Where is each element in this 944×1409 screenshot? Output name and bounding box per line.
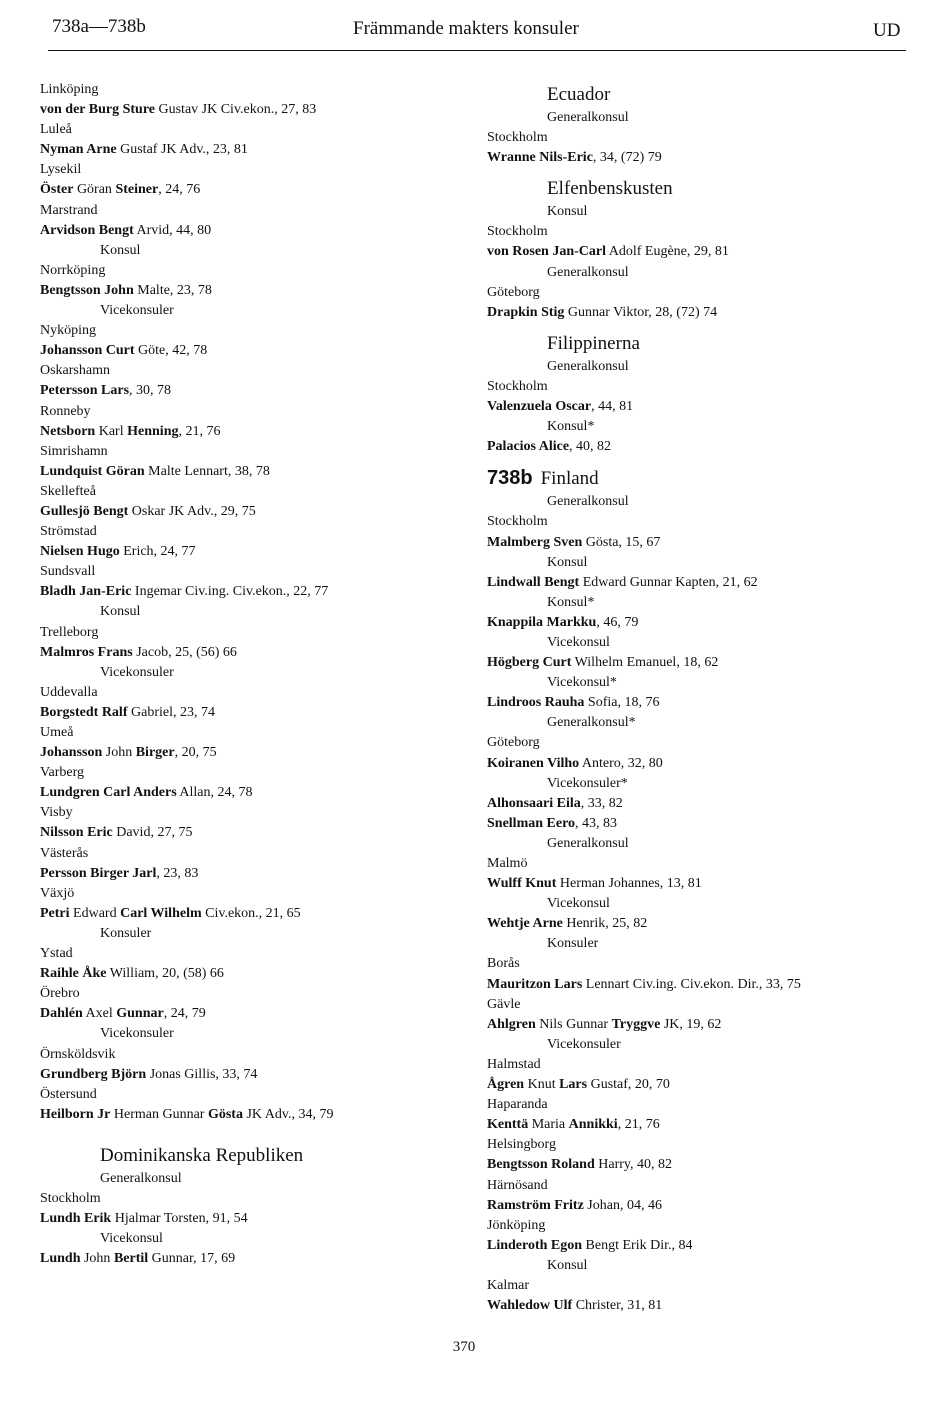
- consul-entry: [40, 542, 440, 562]
- city-name: Oskarshamn: [40, 363, 110, 379]
- consular-role: Konsuler: [547, 936, 599, 952]
- consul-details: Gustaf JK Adv., 23, 81: [116, 142, 248, 158]
- consul-details: Gunnar, 17, 69: [148, 1251, 236, 1267]
- consular-role: Generalkonsul: [547, 110, 629, 125]
- consul-name-bold: Malmberg Sven: [487, 534, 583, 550]
- city-name: Göteborg: [487, 284, 540, 300]
- consul-entry: [40, 462, 440, 482]
- consul-entry: [487, 874, 927, 894]
- consul-name-bold: Lundh: [40, 1251, 81, 1267]
- city-name: Helsingborg: [487, 1137, 556, 1153]
- consul-details: , 23, 83: [156, 865, 199, 881]
- consul-name-bold: Nielsen Hugo: [40, 544, 120, 560]
- consul-entry: [487, 148, 927, 168]
- consul-details: , 34, (72) 79: [592, 150, 662, 166]
- consul-details: Jacob, 25, (56) 66: [132, 644, 237, 660]
- right-column: [487, 82, 927, 1316]
- city-name: Jönköping: [487, 1217, 546, 1233]
- city-name: Varberg: [40, 765, 85, 781]
- consul-entry: [487, 242, 927, 262]
- country-name: Finland: [540, 468, 599, 490]
- consul-entry: [487, 397, 927, 417]
- consular-role: Vicekonsuler: [100, 1026, 174, 1042]
- consul-details: Maria: [528, 1117, 569, 1133]
- consul-details: Malte, 23, 78: [133, 282, 212, 298]
- consul-name-bold: Ågren: [487, 1077, 525, 1093]
- consul-entry: [40, 422, 440, 442]
- city-name: Stockholm: [487, 224, 548, 240]
- consul-name-bold: Bladh Jan-Eric: [40, 584, 132, 600]
- consul-details: Harry, 40, 82: [594, 1157, 673, 1173]
- consul-name-bold: Tryggve: [611, 1016, 661, 1032]
- consul-entry: [40, 582, 440, 602]
- city-name: Umeå: [40, 725, 74, 740]
- consul-details: Lennart Civ.ing. Civ.ekon. Dir., 33, 75: [582, 976, 801, 992]
- city-name: Sundsvall: [40, 564, 96, 580]
- consul-details: Jonas Gillis, 33, 74: [146, 1066, 258, 1082]
- consul-entry: [40, 180, 440, 200]
- consul-entry: [487, 914, 927, 934]
- city-name: Östersund: [40, 1086, 97, 1102]
- consul-name-bold: Gullesjö Bengt: [40, 503, 129, 519]
- consul-name-bold: Kenttä: [487, 1117, 529, 1133]
- city-name: Kalmar: [487, 1277, 529, 1293]
- city-name: Nyköping: [40, 323, 96, 339]
- consul-details: JK Adv., 34, 79: [242, 1106, 334, 1122]
- consul-details: Edward: [69, 905, 121, 921]
- consul-entry: [40, 100, 440, 120]
- page-footer: [0, 1339, 944, 1356]
- consular-role: Generalkonsul: [547, 494, 629, 510]
- consul-entry: [487, 1236, 927, 1256]
- consul-name-bold: Ahlgren: [487, 1016, 536, 1032]
- consul-entry: [40, 341, 440, 361]
- city-name: Gävle: [487, 996, 521, 1012]
- consular-role: Vicekonsul: [547, 896, 610, 912]
- consul-details: William, 20, (58) 66: [106, 966, 224, 982]
- consul-name-bold: Valenzuela Oscar: [487, 399, 592, 415]
- consul-details: , 21, 76: [617, 1117, 660, 1133]
- consul-entry: [487, 1115, 927, 1135]
- consul-name-bold: Öster: [40, 182, 74, 198]
- left-column: [40, 80, 440, 1269]
- consul-name-bold: Gösta: [207, 1106, 243, 1122]
- consul-name-bold: Persson Birger Jarl: [40, 865, 157, 881]
- consul-details: Civ.ekon., 21, 65: [201, 905, 301, 921]
- consul-details: Nils Gunnar: [535, 1016, 612, 1032]
- consul-name-bold: Dahlén: [40, 1006, 83, 1022]
- consul-entry: [40, 864, 440, 884]
- consul-name-bold: Borgstedt Ralf: [40, 704, 128, 720]
- country-heading: Ecuador: [547, 84, 611, 105]
- consul-name-bold: Snellman Eero: [487, 815, 576, 831]
- section-number: 738b: [487, 467, 533, 490]
- city-name: Härnösand: [487, 1177, 548, 1193]
- consul-name-bold: Lars: [559, 1077, 588, 1093]
- consul-entry: [40, 1209, 440, 1229]
- consul-name-bold: Lindroos Rauha: [487, 695, 585, 711]
- consul-details: Wilhelm Emanuel, 18, 62: [571, 655, 719, 671]
- city-name: Göteborg: [487, 735, 540, 751]
- consul-name-bold: Raihle Åke: [40, 966, 107, 982]
- consul-details: Allan, 24, 78: [176, 785, 253, 801]
- consul-entry: [40, 281, 440, 301]
- consul-details: Antero, 32, 80: [579, 755, 663, 771]
- consul-entry: [487, 303, 927, 323]
- consul-details: Arvid, 44, 80: [133, 222, 212, 238]
- consul-entry: [487, 754, 927, 774]
- page-number: 370: [452, 1339, 476, 1355]
- consul-details: Oskar JK Adv., 29, 75: [128, 503, 256, 519]
- city-name: Malmö: [487, 856, 528, 871]
- consular-role: Konsuler: [100, 925, 152, 941]
- consul-entry: [487, 1296, 927, 1316]
- consul-name-bold: Annikki: [568, 1117, 618, 1133]
- consul-name-bold: Netsborn: [40, 423, 96, 439]
- consul-details: , 33, 82: [580, 795, 623, 811]
- city-name: Lysekil: [40, 162, 82, 178]
- consul-details: Hjalmar Torsten, 91, 54: [111, 1211, 248, 1227]
- consul-entry: [487, 814, 927, 834]
- page-range: 738a—738b: [52, 16, 146, 37]
- consul-name-bold: Wehtje Arne: [487, 916, 563, 932]
- consul-details: Christer, 31, 81: [572, 1298, 663, 1314]
- consul-details: John: [80, 1251, 114, 1267]
- consul-entry: [40, 964, 440, 984]
- consul-name-bold: von der Burg Sture: [40, 102, 155, 118]
- city-name: Ystad: [40, 946, 73, 962]
- city-name: Marstrand: [40, 202, 98, 218]
- consul-entry: [487, 1196, 927, 1216]
- country-heading: Elfenbenskusten: [547, 178, 673, 200]
- consul-details: Göran: [73, 182, 116, 198]
- consul-entry: [40, 381, 440, 401]
- consul-details: Gabriel, 23, 74: [127, 704, 215, 720]
- consul-details: Göte, 42, 78: [134, 343, 208, 359]
- header-rule: [48, 50, 906, 51]
- consul-name-bold: Koiranen Vilho: [487, 755, 580, 771]
- consul-details: Adolf Eugène, 29, 81: [606, 244, 729, 260]
- consular-role: Generalkonsul: [547, 358, 629, 374]
- consular-role: Vicekonsuler: [547, 1036, 621, 1052]
- city-name: Linköping: [40, 82, 99, 97]
- consul-name-bold: Petri: [40, 905, 70, 921]
- consul-details: Gunnar Viktor, 28, (72) 74: [564, 304, 718, 320]
- consul-name-bold: Wranne Nils-Eric: [487, 150, 593, 166]
- city-name: Halmstad: [487, 1056, 541, 1072]
- consular-role: Konsul*: [547, 594, 595, 610]
- consul-entry: [487, 975, 927, 995]
- consul-entry: [487, 1075, 927, 1095]
- consul-details: , 30, 78: [129, 383, 172, 399]
- consul-details: JK, 19, 62: [660, 1016, 722, 1032]
- consul-details: Henrik, 25, 82: [562, 916, 648, 932]
- consul-details: Gustav JK Civ.ekon., 27, 83: [155, 102, 317, 118]
- city-name: Stockholm: [487, 130, 548, 146]
- country-heading: Filippinerna: [547, 332, 640, 354]
- city-name: Stockholm: [40, 1190, 101, 1206]
- consul-name-bold: Ramström Fritz: [487, 1197, 584, 1213]
- consular-role: Konsul: [547, 204, 588, 220]
- consul-details: , 44, 81: [591, 399, 634, 415]
- consul-name-bold: Alhonsaari Eila: [487, 795, 581, 811]
- consul-entry: [487, 533, 927, 553]
- consul-entry: [487, 1155, 927, 1175]
- consul-name-bold: Mauritzon Lars: [487, 976, 583, 992]
- country-heading: Dominikanska Republiken: [100, 1144, 304, 1166]
- consul-name-bold: Arvidson Bengt: [40, 222, 134, 238]
- consul-name-bold: Johansson Curt: [40, 343, 135, 359]
- consul-entry: [40, 1004, 440, 1024]
- consul-name-bold: Wulff Knut: [487, 876, 557, 892]
- consular-role: Vicekonsul: [547, 634, 610, 650]
- city-name: Örebro: [40, 986, 80, 1002]
- consul-details: , 24, 76: [158, 182, 201, 198]
- consular-role: Generalkonsul: [547, 835, 629, 851]
- consul-entry: [40, 783, 440, 803]
- consular-role: Generalkonsul*: [547, 715, 636, 731]
- city-name: Örnsköldsvik: [40, 1046, 116, 1062]
- city-name: Strömstad: [40, 524, 97, 540]
- consul-details: Herman Gunnar: [110, 1106, 208, 1122]
- consul-entry: [40, 823, 440, 843]
- consul-entry: [40, 502, 440, 522]
- page-header: [0, 0, 944, 60]
- consul-name-bold: Henning: [127, 423, 179, 439]
- section-spacer: [40, 1125, 440, 1135]
- consul-entry: [40, 140, 440, 160]
- consular-role: Konsul*: [547, 419, 595, 435]
- consul-name-bold: Heilborn Jr: [40, 1106, 111, 1122]
- city-name: Skellefteå: [40, 483, 96, 499]
- consul-entry: [40, 1249, 440, 1269]
- consular-role: Vicekonsul: [100, 1231, 163, 1247]
- city-name: Västerås: [40, 845, 89, 861]
- consul-entry: [487, 1015, 927, 1035]
- consul-entry: [40, 743, 440, 763]
- city-name: Simrishamn: [40, 443, 108, 459]
- consul-name-bold: Knappila Markku: [487, 614, 597, 630]
- consular-role: Konsul: [547, 1257, 588, 1273]
- consul-details: Karl: [95, 423, 128, 439]
- city-name: Stockholm: [487, 514, 548, 530]
- consul-details: Ingemar Civ.ing. Civ.ekon., 22, 77: [131, 584, 329, 600]
- consul-details: Erich, 24, 77: [119, 544, 196, 560]
- consul-entry: [487, 437, 927, 457]
- consul-details: , 24, 79: [163, 1006, 206, 1022]
- consul-name-bold: Palacios Alice: [487, 439, 570, 455]
- city-name: Haparanda: [487, 1097, 548, 1113]
- consul-entry: [487, 794, 927, 814]
- consular-role: Konsul: [100, 242, 141, 258]
- consular-role: Vicekonsuler: [100, 664, 174, 680]
- consul-name-bold: Nyman Arne: [40, 142, 117, 158]
- consul-name-bold: Drapkin Stig: [487, 304, 565, 320]
- city-name: Norrköping: [40, 262, 106, 278]
- city-name: Växjö: [40, 885, 75, 901]
- consul-details: , 21, 76: [178, 423, 221, 439]
- consul-details: Knut: [524, 1077, 560, 1093]
- consul-entry: [40, 1105, 440, 1125]
- consular-role: Vicekonsuler*: [547, 775, 628, 791]
- consul-name-bold: Bengtsson John: [40, 282, 134, 298]
- consul-details: Malte Lennart, 38, 78: [144, 463, 270, 479]
- consul-details: , 20, 75: [174, 745, 217, 761]
- consul-entry: [40, 703, 440, 723]
- consul-name-bold: Nilsson Eric: [40, 825, 113, 841]
- consul-entry: [40, 904, 440, 924]
- ministry-label: UD: [873, 20, 901, 41]
- consul-name-bold: Högberg Curt: [487, 655, 572, 671]
- consul-name-bold: Grundberg Björn: [40, 1066, 147, 1082]
- consul-name-bold: Wahledow Ulf: [487, 1298, 573, 1314]
- consul-details: , 40, 82: [569, 439, 612, 455]
- consul-details: Johan, 04, 46: [583, 1197, 662, 1213]
- city-name: Ronneby: [40, 403, 91, 419]
- consul-details: John: [102, 745, 136, 761]
- consular-role: Generalkonsul: [100, 1170, 182, 1186]
- page-title: Främmande makters konsuler: [353, 18, 579, 39]
- consular-role: Konsul: [547, 554, 588, 570]
- consul-entry: [487, 573, 927, 593]
- consul-entry: [40, 1065, 440, 1085]
- country-heading-numbered: [487, 465, 927, 492]
- consul-details: , 43, 83: [575, 815, 618, 831]
- consul-name-bold: Lundh Erik: [40, 1211, 112, 1227]
- consular-role: Vicekonsuler: [100, 303, 174, 319]
- consul-details: Gösta, 15, 67: [582, 534, 661, 550]
- consul-entry: [487, 653, 927, 673]
- consul-details: Edward Gunnar Kapten, 21, 62: [579, 574, 758, 590]
- consul-entry: [487, 613, 927, 633]
- consul-details: Herman Johannes, 13, 81: [556, 876, 702, 892]
- consul-entry: [487, 693, 927, 713]
- consular-role: Generalkonsul: [547, 264, 629, 280]
- consul-name-bold: Lundgren Carl Anders: [40, 785, 177, 801]
- city-name: Borås: [487, 956, 520, 972]
- city-name: Luleå: [40, 122, 72, 138]
- consul-details: Sofia, 18, 76: [584, 695, 660, 711]
- consular-role: Konsul: [100, 604, 141, 620]
- city-name: Visby: [40, 805, 73, 821]
- consular-role: Vicekonsul*: [547, 675, 617, 691]
- consul-name-bold: Johansson: [40, 745, 103, 761]
- consul-name-bold: Lundquist Göran: [40, 463, 145, 479]
- consul-name-bold: Gunnar: [116, 1006, 164, 1022]
- consul-name-bold: Petersson Lars: [40, 383, 130, 399]
- consul-entry: [40, 221, 440, 241]
- consul-name-bold: Bertil: [113, 1251, 149, 1267]
- consul-details: Axel: [82, 1006, 117, 1022]
- consul-details: , 46, 79: [596, 614, 639, 630]
- city-name: Trelleborg: [40, 624, 99, 640]
- city-name: Stockholm: [487, 378, 548, 394]
- consul-name-bold: Lindwall Bengt: [487, 574, 580, 590]
- consul-details: Gustaf, 20, 70: [587, 1077, 670, 1093]
- consul-name-bold: von Rosen Jan-Carl: [487, 244, 607, 260]
- consul-details: Bengt Erik Dir., 84: [582, 1237, 693, 1253]
- consul-name-bold: Carl Wilhelm: [120, 905, 202, 921]
- consul-name-bold: Bengtsson Roland: [487, 1157, 595, 1173]
- consul-name-bold: Malmros Frans: [40, 644, 133, 660]
- consul-name-bold: Linderoth Egon: [487, 1237, 583, 1253]
- consul-entry: [40, 643, 440, 663]
- consul-name-bold: Birger: [135, 745, 175, 761]
- city-name: Uddevalla: [40, 684, 98, 700]
- consul-details: David, 27, 75: [112, 825, 193, 841]
- consul-name-bold: Steiner: [115, 182, 159, 198]
